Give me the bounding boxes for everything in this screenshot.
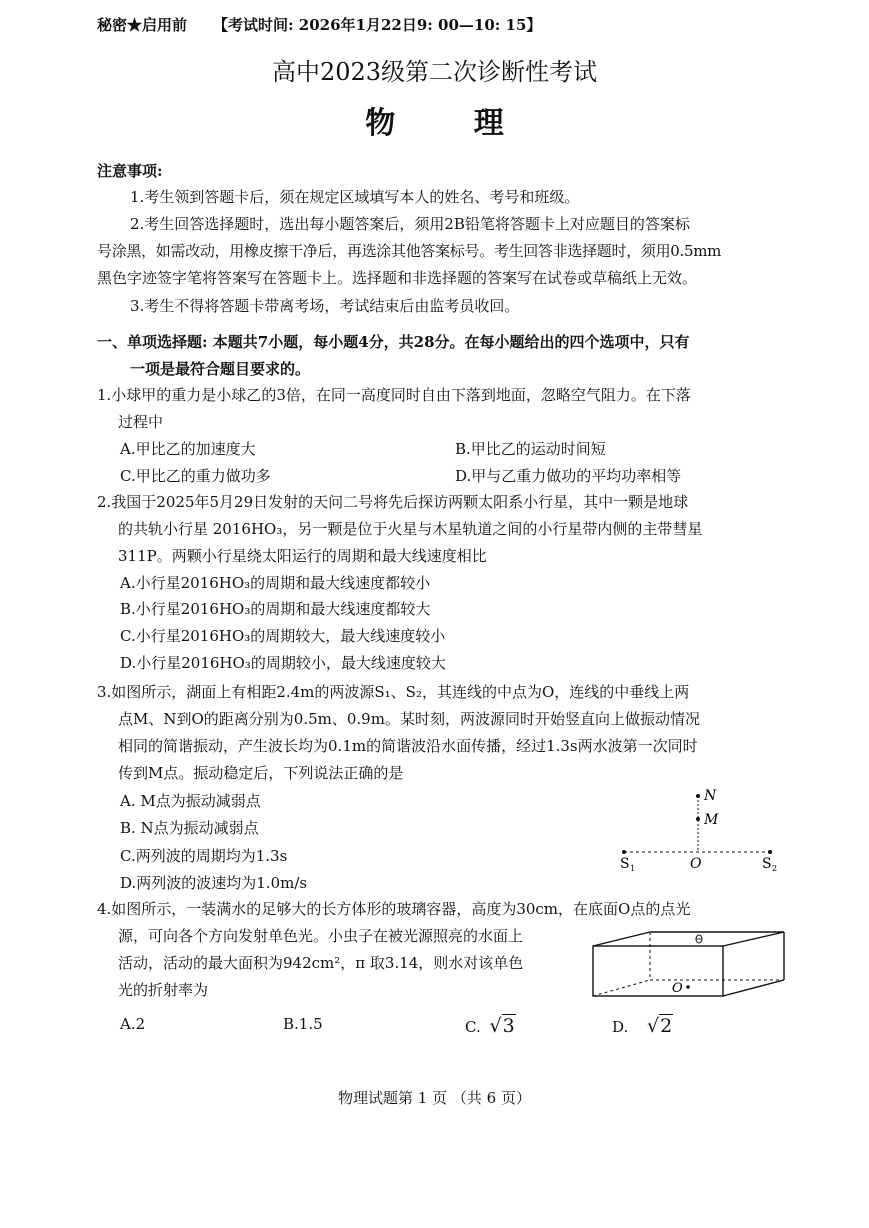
notice-heading: 注意事项: <box>97 162 163 180</box>
q1-option-c: C.甲比乙的重力做功多 <box>120 467 271 485</box>
q1-option-d: D.甲与乙重力做功的平均功率相等 <box>455 467 682 485</box>
question-1-stem: 过程中 <box>118 413 164 431</box>
q4-option-b: B.1.5 <box>283 1015 323 1033</box>
question-3-stem: 传到M点。振动稳定后，下列说法正确的是 <box>118 764 404 782</box>
question-4-stem: 活动，活动的最大面积为942cm²，π 取3.14，则水对该单色 <box>118 954 524 972</box>
subject-title: 物 理 <box>365 106 538 141</box>
question-1-stem: 1.小球甲的重力是小球乙的3倍，在同一高度同时自由下落到地面，忽略空气阻力。在下落 <box>97 386 691 404</box>
q1-option-a: A.甲比乙的加速度大 <box>120 440 256 458</box>
notice-line: 黑色字迹签字笔将答案写在答题卡上。选择题和非选择题的答案写在试卷或草稿纸上无效。 <box>97 269 698 287</box>
question-3-stem: 3.如图所示，湖面上有相距2.4m的两波源S₁、S₂，其连线的中点为O，连线的中垂线上两 <box>97 683 690 701</box>
q3-option-c: C.两列波的周期均为1.3s <box>120 847 288 865</box>
notice-line: 1.考生领到答题卡后，须在规定区域填写本人的姓名、考号和班级。 <box>130 188 580 206</box>
q4-option-a: A.2 <box>120 1015 146 1033</box>
source-s1 <box>622 850 626 854</box>
source-s2 <box>768 850 772 854</box>
notice-line: 号涂黑，如需改动，用橡皮擦干净后，再选涂其他答案标号。考生回答非选择题时，须用0.5mm <box>97 242 722 260</box>
q3-option-d: D.两列波的波速均为1.0m/s <box>120 874 308 892</box>
point-n <box>696 794 700 798</box>
q4-option-c-label: C. <box>465 1018 481 1036</box>
label-o: O <box>672 981 683 996</box>
question-2-stem: 311P。两颗小行星绕太阳运行的周期和最大线速度相比 <box>118 547 487 565</box>
page-footer: 物理试题第 1 页 （共 6 页） <box>338 1089 531 1107</box>
label-n: N <box>704 788 717 804</box>
q4-option-c <box>465 1015 516 1037</box>
question-3-stem: 相同的简谐振动，产生波长均为0.1m的简谐波沿水面传播，经过1.3s两水波第一次同时 <box>118 737 698 755</box>
sqrt-3-expression: √3 <box>489 1015 515 1037</box>
label-s1-sub: 1 <box>630 864 636 873</box>
sqrt-2-expression: √2 <box>647 1015 673 1037</box>
q2-option-b: B.小行星2016HO₃的周期和最大线速度都较大 <box>120 600 431 618</box>
question-2-stem: 2.我国于2025年5月29日发射的天问二号将先后探访两颗太阳系小行星，其中一颗是地球 <box>97 493 689 511</box>
question-2-stem: 的共轨小行星 2016HO₃，另一颗是位于火星与木星轨道之间的小行星带内侧的主带彗星 <box>118 520 703 538</box>
notice-line: 3.考生不得将答题卡带离考场，考试结束后由监考员收回。 <box>130 297 520 315</box>
q2-option-d: D.小行星2016HO₃的周期较小，最大线速度较大 <box>120 654 446 672</box>
section-heading-cont: 一项是最符合题目要求的。 <box>130 360 311 378</box>
exam-time: 【考试时间: 2026年1月22日9: 00—10: 15】 <box>213 16 542 34</box>
label-s1: S <box>620 856 630 872</box>
question-4-stem: 光的折射率为 <box>118 981 209 999</box>
notice-line: 2.考生回答选择题时，选出每小题答案后，须用2B铅笔将答题卡上对应题目的答案标 <box>130 215 690 233</box>
bug-icon <box>696 935 702 943</box>
q2-option-c: C.小行星2016HO₃的周期较大，最大线速度较小 <box>120 627 446 645</box>
q4-option-d <box>612 1015 673 1037</box>
wave-sources-figure <box>610 782 790 874</box>
question-3-stem: 点M、N到O的距离分别为0.5m、0.9m。某时刻，两波源同时开始竖直向上做振动情况 <box>118 710 700 728</box>
exam-title: 高中2023级第二次诊断性考试 <box>271 58 598 86</box>
point-m <box>696 817 700 821</box>
question-4-stem: 源，可向各个方向发射单色光。小虫子在被光源照亮的水面上 <box>118 927 524 945</box>
label-o: O <box>690 856 702 872</box>
container-front-face <box>593 946 723 996</box>
label-s2-sub: 2 <box>772 864 778 873</box>
label-m: M <box>704 812 719 828</box>
point-light-source <box>686 985 690 989</box>
q1-option-b: B.甲比乙的运动时间短 <box>455 440 606 458</box>
q3-option-b: B. N点为振动减弱点 <box>120 819 259 837</box>
label-s2: S <box>762 856 772 872</box>
q4-option-d-label: D. <box>612 1018 629 1036</box>
secret-label: 秘密★启用前 <box>97 16 188 34</box>
glass-container-figure <box>588 928 792 1000</box>
q2-option-a: A.小行星2016HO₃的周期和最大线速度都较小 <box>120 574 431 592</box>
q3-option-a: A. M点为振动减弱点 <box>120 792 261 810</box>
question-4-stem: 4.如图所示，一装满水的足够大的长方体形的玻璃容器，高度为30cm，在底面O点的点光 <box>97 900 691 918</box>
section-heading: 一、单项选择题: 本题共7小题，每小题4分，共28分。在每小题给出的四个选项中，只有 <box>97 333 690 351</box>
exam-header <box>97 14 541 35</box>
